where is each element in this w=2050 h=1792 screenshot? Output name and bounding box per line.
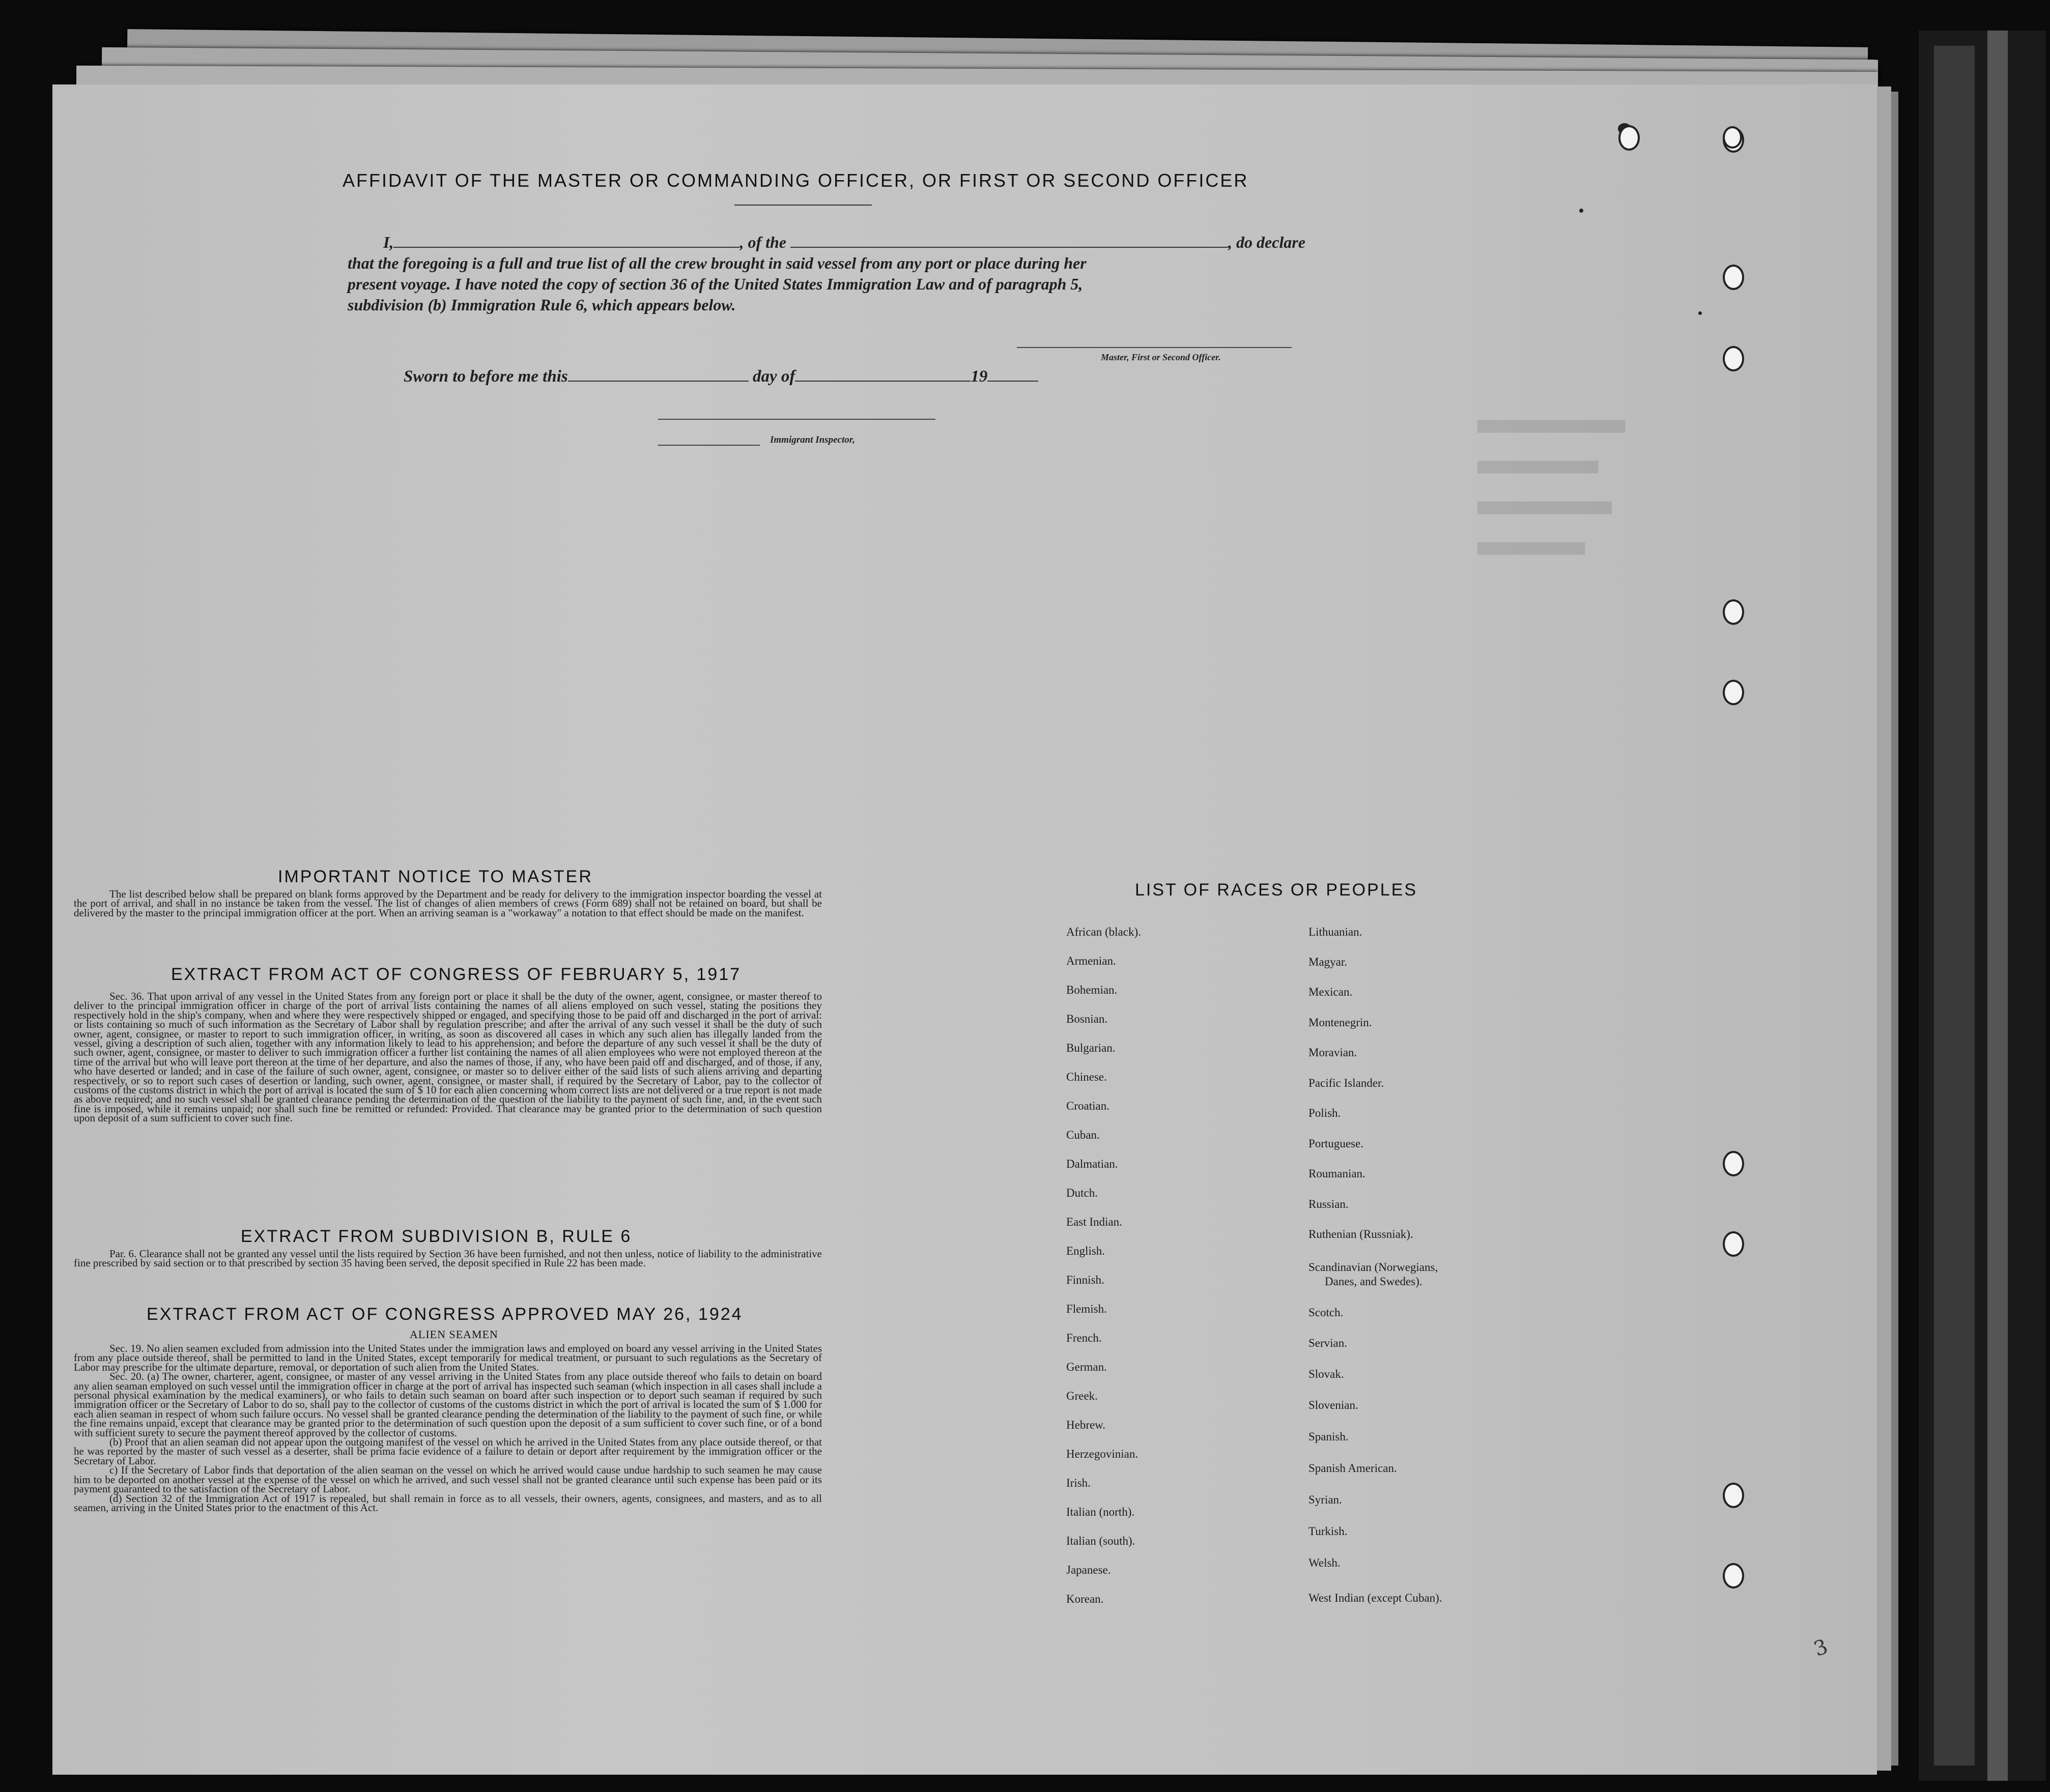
race-item: Ruthenian (Russniak). — [1308, 1228, 1413, 1240]
race-item: Finnish. — [1066, 1274, 1104, 1286]
race-item: Chinese. — [1066, 1071, 1107, 1083]
race-item: African (black). — [1066, 926, 1141, 938]
race-item: Moravian. — [1308, 1046, 1357, 1059]
act1924-paragraph: Sec. 20. (a) The owner, charterer, agent, consignee, or master of any vessel arriving in the United States from any place outside thereof who fails to detain on board any alien seaman employed on such vessel until the immigration officer in charge at the port of arrival has inspected such seaman (which inspection in all cases shall include a personal physical examination by the medical examiners), or who fails to detain such seaman on board after such inspection or to deport such seaman if required by such immigration officer or the Secretary of Labor to do so, shall pay to the collector of customs of the customs district in which the port of arrival is located the sum of $ 1.000 for each alien seaman in respect of whom such failure occurs. No vessel shall be granted clearance pending the determination of the liability to the payment of such fine, or while the fine remains unpaid, except that clearance may be granted prior to the determination of such question upon the deposit of a sum sufficient to cover such fine, or of a bond with sufficient surety to secure the payment thereof approved by the collector of customs. — [74, 1370, 822, 1439]
race-item: Danes, and Swedes). — [1325, 1275, 1422, 1288]
race-item: French. — [1066, 1332, 1102, 1344]
race-item: Magyar. — [1308, 956, 1348, 968]
day-of-label: day of — [752, 367, 795, 386]
binder-strip — [1987, 31, 2008, 1781]
bleed-through: ████████████████████ — [1477, 502, 1612, 514]
notice-title: IMPORTANT NOTICE TO MASTER — [278, 867, 593, 886]
document-page — [52, 84, 1877, 1775]
act1924-paragraph: c) If the Secretary of Labor finds that deportation of the alien seaman on the vessel on which he arrived would cause undue hardship to such seamen he may cause him to be deported on another vessel at the expense of the vessel on which he arrived, and such vessel shall not be granted clearance until such expense has been paid or its payment guaranteed to the satisfaction of the Secretary of Labor. — [74, 1464, 822, 1495]
page-edge — [1877, 86, 1891, 1771]
race-item: Slovenian. — [1308, 1399, 1358, 1411]
affidavit-title: AFFIDAVIT OF THE MASTER OR COMMANDING OFFICER, OR FIRST OR SECOND OFFICER — [343, 170, 1249, 191]
bleed-through: ██████████████████████ — [1477, 420, 1626, 433]
race-item: English. — [1066, 1245, 1105, 1257]
name-field[interactable] — [393, 233, 739, 248]
punch-hole — [1723, 680, 1744, 705]
binder-strip — [1934, 46, 1975, 1766]
bleed-through: ██████████████████ — [1477, 461, 1599, 474]
punch-hole — [1723, 1151, 1744, 1176]
race-item: Spanish American. — [1308, 1462, 1397, 1475]
punch-hole — [1618, 125, 1640, 151]
race-item: Scandinavian (Norwegians, — [1308, 1261, 1438, 1274]
race-item: Greek. — [1066, 1390, 1098, 1402]
act1924-body — [74, 1344, 822, 1512]
affidavit-i-label: I, — [383, 233, 394, 251]
bleed-through: ████████████████ — [1477, 542, 1585, 555]
margin-page-number: 3 — [1810, 1635, 1831, 1661]
race-item: Armenian. — [1066, 955, 1116, 967]
race-item: Dalmatian. — [1066, 1158, 1118, 1170]
inspector-signature-line[interactable] — [658, 419, 935, 420]
sworn-year-field[interactable] — [987, 366, 1038, 382]
punch-hole — [1723, 265, 1744, 290]
race-item: Syrian. — [1308, 1493, 1342, 1506]
race-item: Irish. — [1066, 1477, 1091, 1489]
race-item: German. — [1066, 1361, 1107, 1373]
race-item: Lithuanian. — [1308, 926, 1362, 938]
inspector-label: Immigrant Inspector, — [770, 435, 855, 445]
divider — [734, 205, 872, 206]
race-item: Servian. — [1308, 1337, 1348, 1349]
notice-text: The list described below shall be prepared on blank forms approved by the Department and be ready for delivery to the immigration inspector boarding the vessel at the port of arrival, and shall in no instance be taken from the vessel. The list of changes of alien members of crews (Form 689) shall not be retained on board, but shall be delivered by the master to the principal immigration officer at the port. When an arriving seaman is a "workaway" a notation to that effect should be made on the manifest. — [74, 888, 822, 919]
race-item: Pacific Islander. — [1308, 1077, 1384, 1089]
speck — [1698, 311, 1702, 315]
do-declare-label: , do declare — [1228, 233, 1305, 251]
notice-body — [74, 889, 822, 917]
race-item: Herzegovinian. — [1066, 1448, 1138, 1460]
race-item: Montenegrin. — [1308, 1016, 1372, 1029]
race-item: Turkish. — [1308, 1525, 1348, 1538]
master-signature-label: Master, First or Second Officer. — [1101, 352, 1221, 362]
punch-hole — [1723, 1231, 1744, 1257]
rule6-title: EXTRACT FROM SUBDIVISION B, RULE 6 — [241, 1227, 632, 1246]
rule6-text: Par. 6. Clearance shall not be granted any vessel until the lists required by Section 36 have been furnished, and not then unless, notice of liability to the administrative fine prescribed by said section or to that prescribed by section 35 having been served, the deposit specified in Rule 22 has been made. — [74, 1248, 822, 1269]
master-signature-line[interactable] — [1017, 347, 1292, 348]
race-item: Dutch. — [1066, 1187, 1098, 1199]
races-title: LIST OF RACES OR PEOPLES — [1135, 880, 1418, 900]
race-item: Japanese. — [1066, 1564, 1111, 1576]
race-item: Bohemian. — [1066, 984, 1118, 996]
sworn-month-field[interactable] — [795, 366, 971, 382]
race-item: Russian. — [1308, 1198, 1349, 1210]
race-item: Bulgarian. — [1066, 1042, 1116, 1054]
act1924-paragraph: (b) Proof that an alien seaman did not appear upon the outgoing manifest of the vessel on which he arrived in the United States from any place outside thereof, or that he was reported by the master of such vessel as a deserter, shall be prima facie evidence of a failure to detain or deport after requirement by the immigration officer or the Secretary of Labor. — [74, 1436, 822, 1467]
race-item: Slovak. — [1308, 1368, 1344, 1380]
act1924-title: EXTRACT FROM ACT OF CONGRESS APPROVED MAY 26, 1924 — [147, 1305, 743, 1324]
race-item: Roumanian. — [1308, 1167, 1365, 1180]
race-item: Bosnian. — [1066, 1013, 1108, 1025]
race-item: Croatian. — [1066, 1100, 1109, 1112]
sworn-label: Sworn to before me this — [404, 367, 568, 386]
page-edge — [1891, 92, 1898, 1766]
year-label: 19 — [971, 367, 988, 386]
act1917-body — [74, 992, 822, 1123]
affidavit-line-3: subdivision (b) Immigration Rule 6, which appears below. — [348, 296, 736, 314]
affidavit-line-1: that the foregoing is a full and true list of all the crew brought in said vessel from any port or place during her — [348, 254, 1087, 272]
race-item: Polish. — [1308, 1107, 1341, 1119]
affidavit-line-0 — [348, 232, 1365, 252]
punch-hole — [1723, 126, 1742, 149]
speck — [1579, 209, 1583, 213]
race-item: Korean. — [1066, 1593, 1104, 1605]
of-the-label: , of the — [739, 233, 786, 251]
race-item: Italian (south). — [1066, 1535, 1135, 1547]
race-item: Mexican. — [1308, 986, 1353, 998]
race-item: West Indian (except Cuban). — [1308, 1592, 1442, 1604]
race-item: Spanish. — [1308, 1430, 1349, 1443]
vessel-field[interactable] — [790, 233, 1228, 248]
act1917-text: Sec. 36. That upon arrival of any vessel in the United States from any foreign port or place it shall be the duty of the owner, agent, consignee, or master thereof to deliver to the principal immigration officer in charge of the port of arrival lists containing the names of all aliens employed on such vessel, stating the positions they respectively hold in the ship's company, when and where they were respectively shipped or engaged, and specifying those to be paid off and discharged in the port of arrival: or lists containing so much of such information as the Secretary of Labor shall by regulation prescribe; and after the arrival of any such vessel it shall be the duty of such owner, agent, consignee, or master to report to such immigration officer, in writing, as soon as discovered all cases in which any such alien has illegally landed from the vessel, giving a description of such alien, together with any information likely to lead to his apprehension; and before the departure of any such vessel it shall be the duty of such owner, agent, consignee, or master to deliver to such immigration officer a further list containing the names of all alien employees who were not employed thereon at the time of the arrival but who will leave port thereon at the time of her departure, and also the names of those, if any, who have been paid off and discharged, and of those, if any, who have deserted or landed; and in case of the failure of such owner, agent, consignee, or master so to deliver either of the said lists of such aliens arriving and departing respectively, or so to report such cases of desertion or landing, such owner, agent, consignee, or master shall, if required by the Secretary of Labor, pay to the collector of customs of the customs district in which the port of arrival is located the sum of $ 10 for each alien concerning whom correct lists are not delivered or a true report is not made as above required; and no such vessel shall be granted clearance pending the determination of the question of the liability to the payment of such fine, and, in the event such fine is imposed, while it remains unpaid; nor shall such fine be remitted or refunded: Provided. That clearance may be granted prior to the determination of such question upon deposit of a sum sufficient to cover such fine. — [74, 990, 822, 1124]
act1917-title: EXTRACT FROM ACT OF CONGRESS OF FEBRUARY 5, 1917 — [171, 965, 742, 984]
race-item: Hebrew. — [1066, 1419, 1106, 1431]
act1924-subtitle: ALIEN SEAMEN — [410, 1328, 498, 1341]
sworn-line — [404, 366, 1269, 387]
race-item: Welsh. — [1308, 1556, 1341, 1569]
race-item: East Indian. — [1066, 1216, 1122, 1228]
rule6-body — [74, 1249, 822, 1268]
punch-hole — [1723, 346, 1744, 371]
race-item: Cuban. — [1066, 1129, 1100, 1141]
act1924-paragraph: Sec. 19. No alien seamen excluded from admission into the United States under the immigration laws and employed on board any vessel arriving in the United States from any place outside thereof, shall be permitted to land in the United States, except temporarily for medical treatment, or pursuant to such regulations as the Secretary of Labor may prescribe for the ultimate departure, removal, or deportation of such alien from the United States. — [74, 1342, 822, 1373]
race-item: Flemish. — [1066, 1303, 1107, 1315]
race-item: Italian (north). — [1066, 1506, 1135, 1518]
punch-hole — [1723, 599, 1744, 625]
punch-hole — [1723, 1563, 1744, 1588]
act1924-paragraph: (d) Section 32 of the Immigration Act of 1917 is repealed, but shall remain in force as to all vessels, their owners, agents, consignees, and masters, and as to all seamen, arriving in the United States prior to the enactment of this Act. — [74, 1492, 822, 1514]
race-item: Scotch. — [1308, 1306, 1344, 1319]
affidavit-line-2: present voyage. I have noted the copy of section 36 of the United States Immigration Law and of paragraph 5, — [348, 275, 1083, 293]
sworn-day-field[interactable] — [568, 366, 749, 382]
race-item: Portuguese. — [1308, 1137, 1363, 1150]
punch-hole — [1723, 1483, 1744, 1508]
inspector-signature-line — [658, 445, 760, 446]
